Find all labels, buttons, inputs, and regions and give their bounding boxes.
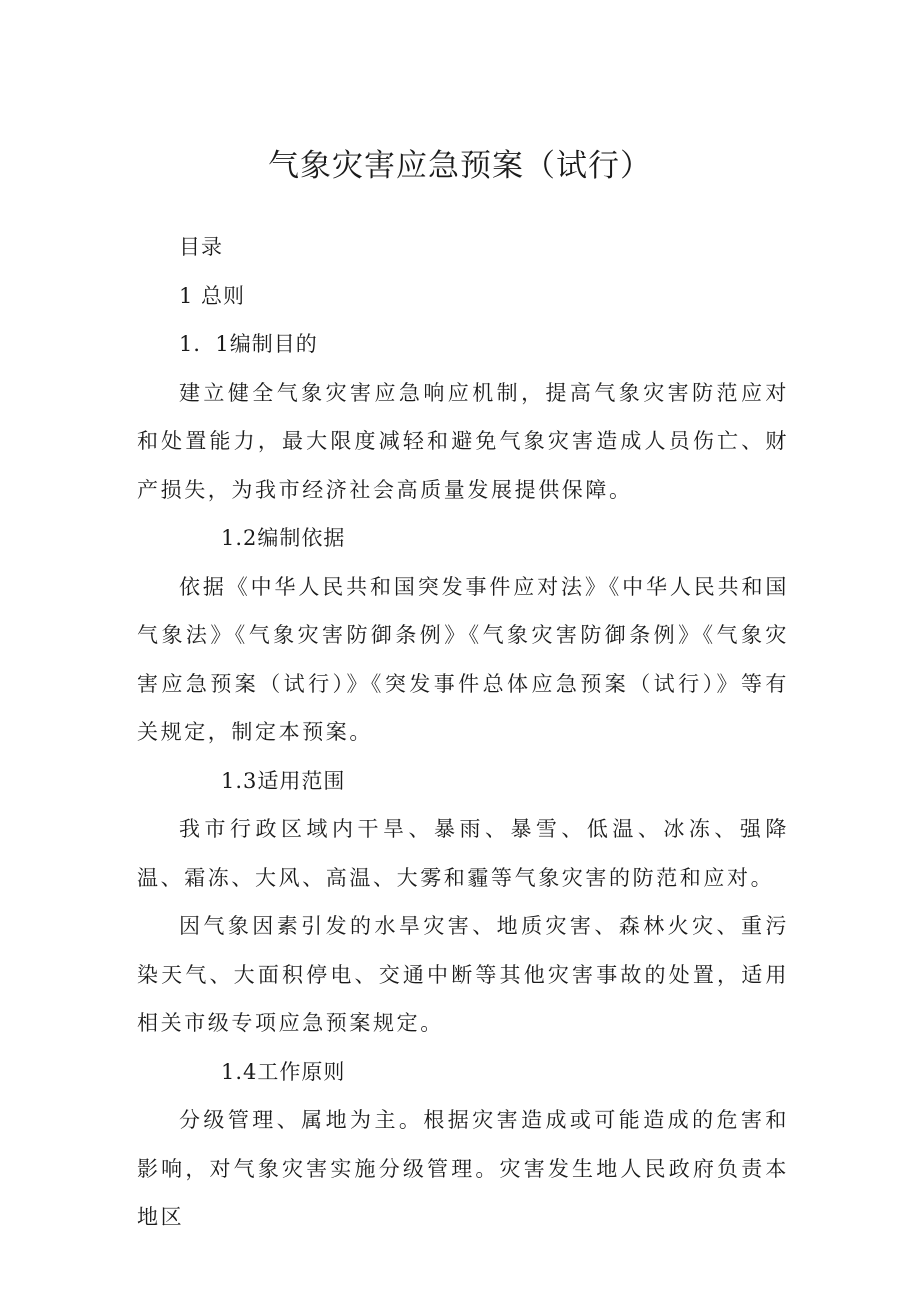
section-heading-label: 工作原则 [257, 1059, 346, 1084]
paragraph-principles: 分级管理、属地为主。根据灾害造成或可能造成的危害和影响，对气象灾害实施分级管理。灾害发生地人民政府负责本地区 [137, 1108, 789, 1229]
section-heading-1: 1 总则 [179, 283, 246, 308]
document-title: 气象灾害应急预案（试行） [268, 148, 652, 184]
section-number: 1.2 [221, 526, 258, 550]
section-number: 1.3 [221, 768, 258, 793]
section-heading-1-1: 1．1编制目的 [179, 332, 318, 356]
paragraph-scope-extra: 因气象因素引发的水旱灾害、地质灾害、森林火灾、重污染天气、大面积停电、交通中断等其他灾害事故的处置，适用相关市级专项应急预案规定。 [137, 914, 789, 1035]
document-body [137, 223, 789, 1242]
paragraph-purpose: 建立健全气象灾害应急响应机制，提高气象灾害防范应对和处置能力，最大限度减轻和避免气象灾害造成人员伤亡、财产损失，为我市经济社会高质量发展提供保障。 [137, 380, 789, 502]
section-number: 1.4 [221, 1059, 258, 1084]
section-heading-1-2 [137, 514, 789, 563]
paragraph-basis: 依据《中华人民共和国突发事件应对法》《中华人民共和国气象法》《气象灾害防御条例》《气象灾害防御条例》《气象灾害应急预案（试行）》《突发事件总体应急预案（试行）》等有关规定，制定本预案。 [137, 574, 789, 744]
toc-label: 目录 [179, 235, 223, 259]
section-heading-label: 适用范围 [257, 768, 346, 793]
section-heading-label: 编制依据 [257, 526, 346, 550]
section-heading-1-3 [137, 757, 789, 806]
section-heading-1-4 [137, 1048, 789, 1097]
paragraph-scope: 我市行政区域内干旱、暴雨、暴雪、低温、冰冻、强降温、霜冻、大风、高温、大雾和霾等气象灾害的防范和应对。 [137, 817, 789, 890]
